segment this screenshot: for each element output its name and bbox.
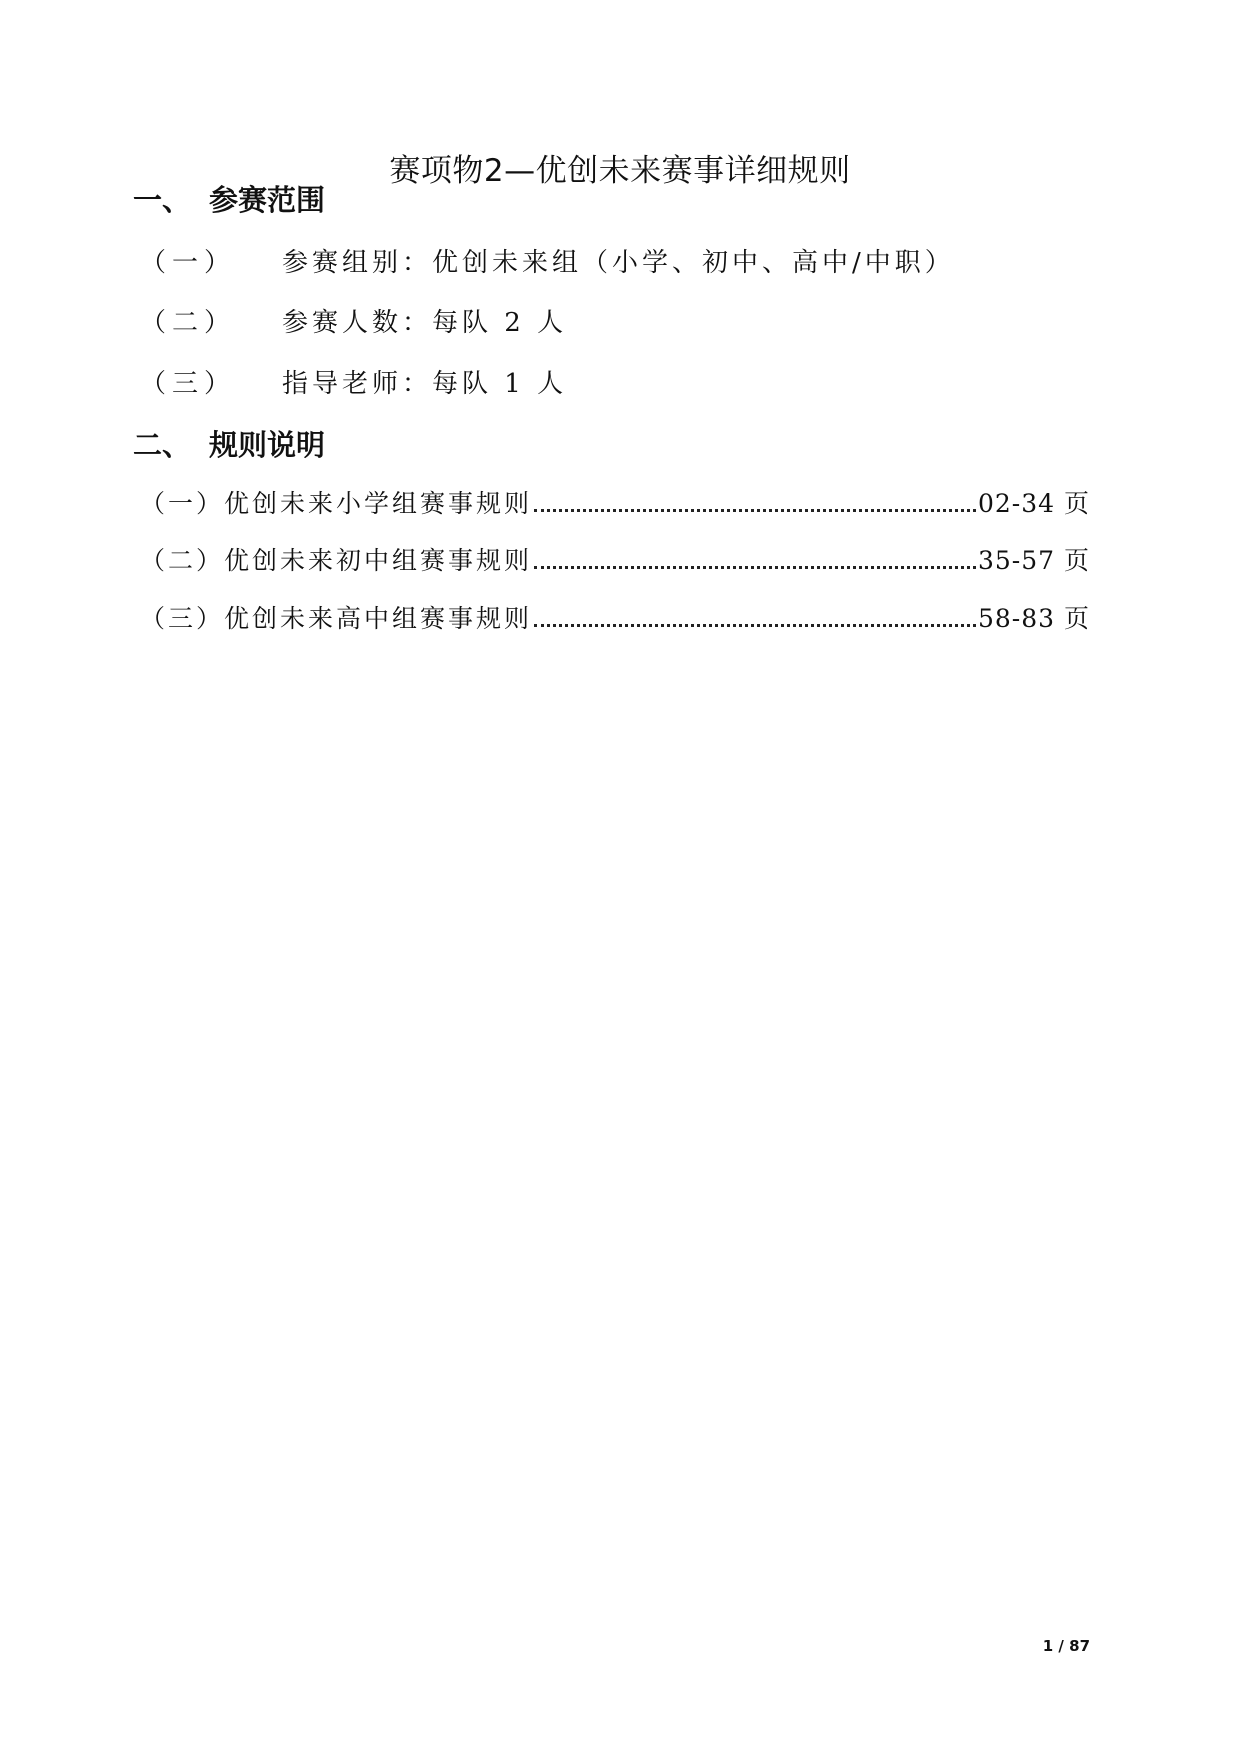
- list-item-number: （二）: [140, 308, 237, 338]
- section-number: 一、: [133, 183, 192, 217]
- document-title: 赛项物2—优创未来赛事详细规则: [389, 152, 851, 189]
- list-item-number: （一）: [140, 248, 237, 278]
- section-title: 规则说明: [209, 428, 326, 462]
- toc-entry-primary-school[interactable]: [140, 487, 1090, 521]
- toc-entry-pages: 58-83 页: [977, 604, 1090, 633]
- page-number-indicator: 1 / 87: [1042, 1637, 1090, 1655]
- list-item-text: 参赛人数：每队 2 人: [282, 308, 568, 338]
- toc-entry-label: 优创未来初中组赛事规则: [224, 546, 533, 575]
- list-item-number: （三）: [140, 369, 237, 399]
- list-item-text: 参赛组别：优创未来组（小学、初中、高中/中职）: [282, 248, 955, 278]
- toc-entry-pages: 02-34 页: [977, 489, 1090, 518]
- list-item-text: 指导老师：每队 1 人: [282, 369, 568, 399]
- toc-entry-label: 优创未来高中组赛事规则: [224, 604, 533, 633]
- toc-entry-number: （三）: [140, 604, 225, 633]
- toc-entry-junior-high[interactable]: [140, 544, 1090, 578]
- toc-entry-label: 优创未来小学组赛事规则: [224, 489, 533, 518]
- toc-dot-leader: [534, 566, 976, 569]
- toc-entry-senior-high[interactable]: [140, 602, 1090, 636]
- toc-dot-leader: [534, 509, 976, 512]
- list-item-instructors: [140, 367, 567, 401]
- section-title: 参赛范围: [209, 183, 326, 217]
- section-heading-rules-description: [133, 427, 325, 463]
- toc-dot-leader: [534, 624, 976, 627]
- toc-entry-number: （二）: [140, 546, 225, 575]
- list-item-competition-group: [140, 246, 955, 280]
- list-item-team-size: [140, 306, 567, 340]
- section-number: 二、: [133, 428, 192, 462]
- toc-entry-number: （一）: [140, 489, 225, 518]
- toc-entry-pages: 35-57 页: [977, 546, 1090, 575]
- section-heading-participation-scope: [133, 182, 325, 218]
